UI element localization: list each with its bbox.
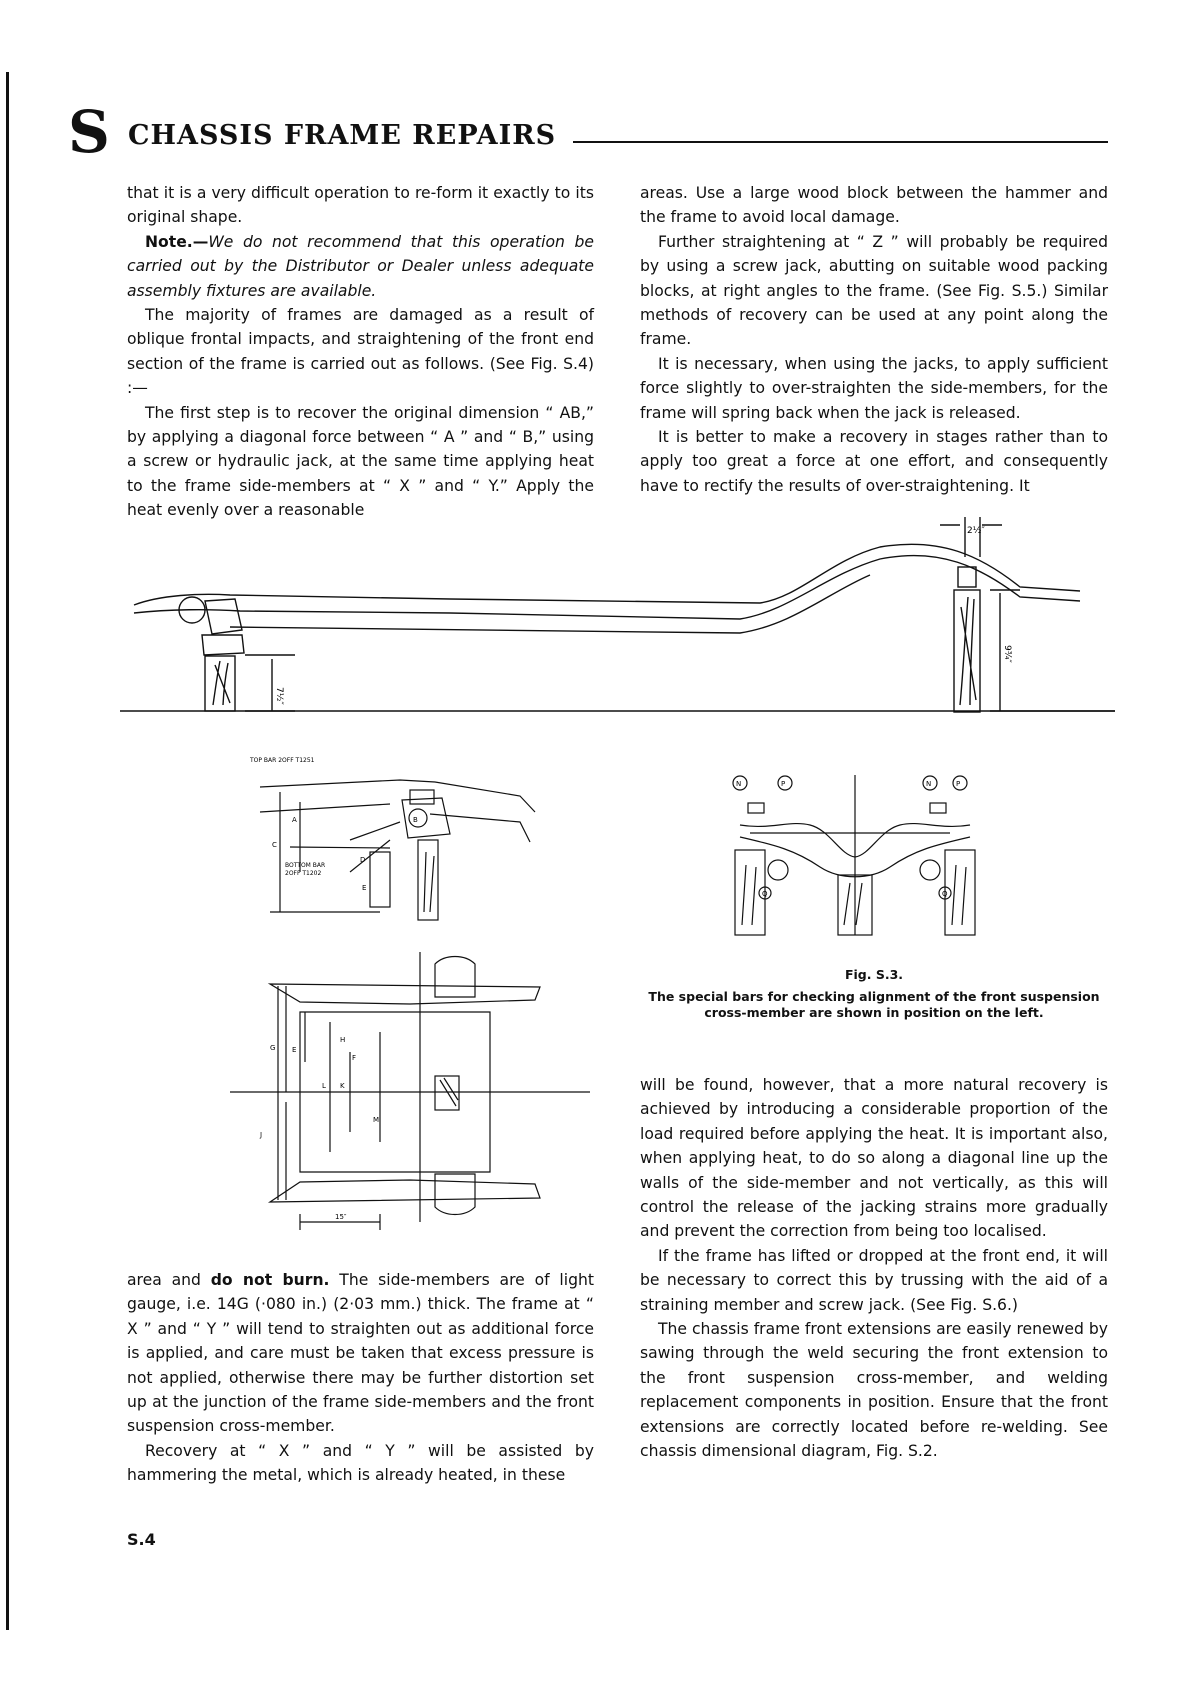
- figure-caption-text: The special bars for checking alignment of the front suspension cross-member are shown in position on the left.: [648, 989, 1100, 1020]
- paragraph: [127, 1268, 594, 1439]
- paragraph: Further straightening at “ Z ” will probably be required by using a screw jack, abutting on suitable wood packing blocks, at right angles to the frame. (See Fig. S.5.) Similar methods of recovery can be used at any point along the frame.: [640, 232, 1108, 349]
- paragraph: The chassis frame front extensions are easily renewed by sawing through the weld securing the front extension to the front suspension cross-member, and welding replacement components in position. Ensure that the front extensions are correctly located before re-welding. See chassis dimensional diagram, Fig. S.2.: [640, 1320, 1108, 1461]
- left-dimension-label: 7½″: [274, 687, 284, 705]
- note-text: We do not recommend that this operation be carried out by the Distributor or Dealer unless adequate assembly fixtures are available.: [127, 232, 594, 300]
- cross-member-diagram: [730, 775, 980, 950]
- letter-b: B: [413, 816, 418, 824]
- text-run: The side-members are of light gauge, i.e. 14G (·080 in.) (2·03 mm.) thick. The frame at “ X ” and “ Y ” will tend to straighten out as additional force is applied, and care must be taken that excess pressure is not applied, otherwise there may be further distortion set up at the junction of the frame side-members and the front suspension cross-member.: [127, 1271, 594, 1436]
- alignment-bars-diagram: [230, 752, 600, 924]
- top-dimension-label: 2½″: [967, 526, 985, 536]
- letter-m: M: [373, 1116, 380, 1124]
- paragraph: It is necessary, when using the jacks, to apply sufficient force slightly to over-straighten the side-members, for the frame will spring back when the jack is released.: [640, 354, 1108, 422]
- letter-f-top: F: [352, 1054, 357, 1062]
- letter-n-left: N: [736, 780, 742, 788]
- letter-l: L: [322, 1082, 326, 1090]
- plan-view-diagram: [230, 952, 590, 1232]
- bottom-bar-label: BOTTOM BAR: [285, 862, 326, 869]
- letter-d: D: [360, 856, 366, 864]
- letter-c: C: [272, 841, 277, 849]
- section-title: CHASSIS FRAME REPAIRS: [128, 120, 557, 151]
- letter-g-top: G: [270, 1044, 276, 1052]
- letter-k: K: [340, 1082, 345, 1090]
- page-number: S.4: [127, 1530, 156, 1549]
- header-rule: [573, 141, 1108, 143]
- letter-e: E: [362, 884, 367, 892]
- paragraph: The majority of frames are damaged as a result of oblique frontal impacts, and straightening of the front end section of the frame is carried out as follows. (See Fig. S.4) :—: [127, 306, 594, 398]
- letter-j: J: [260, 1131, 263, 1139]
- letter-n-right: N: [926, 780, 932, 788]
- text-run: area and: [127, 1271, 211, 1289]
- note-label: Note.—: [145, 232, 209, 251]
- left-column-top: [127, 181, 594, 523]
- figure-number: Fig. S.3.: [844, 967, 904, 982]
- right-dimension-label: 9¾″: [1002, 645, 1012, 663]
- letter-q-left: Q: [762, 890, 768, 898]
- left-column-bottom: [127, 1268, 594, 1488]
- letter-a: A: [292, 816, 297, 824]
- paragraph: will be found, however, that a more natural recovery is achieved by introducing a considerable proportion of the load required before applying the heat. It is important also, when applying heat, to do so along a diagonal line up the walls of the side-member and not vertically, as this will control the release of the jacking strains more gradually and prevent the correction from being too localised.: [640, 1076, 1108, 1241]
- frame-side-view-diagram: [120, 526, 1115, 725]
- emphasis-text: do not burn.: [210, 1271, 330, 1289]
- paragraph: If the frame has lifted or dropped at the front end, it will be necessary to correct this by trussing with the aid of a straining member and screw jack. (See Fig. S.6.): [640, 1246, 1108, 1314]
- right-column-bottom: [640, 1073, 1108, 1464]
- letter-p-right: P: [956, 780, 961, 788]
- letter-p-left: P: [781, 780, 786, 788]
- bottom-dimension-label: 15″: [335, 1213, 347, 1221]
- letter-q-right: Q: [942, 890, 948, 898]
- letter-e: E: [292, 1046, 297, 1054]
- letter-h-top: H: [340, 1036, 346, 1044]
- paragraph: Recovery at “ X ” and “ Y ” will be assisted by hammering the metal, which is already heated, in these: [127, 1441, 594, 1485]
- margin-rule: [6, 72, 9, 1630]
- figure-caption: [640, 967, 1108, 1021]
- bottom-bar-part-label: 2OFF T1202: [285, 870, 322, 877]
- note-paragraph: [127, 230, 594, 303]
- paragraph: that it is a very difficult operation to re-form it exactly to its original shape.: [127, 184, 594, 227]
- paragraph: It is better to make a recovery in stages rather than to apply too great a force at one effort, and consequently have to rectify the results of over-straightening. It: [640, 428, 1108, 495]
- top-bar-label: TOP BAR 2OFF T1251: [250, 757, 315, 764]
- right-column-top: [640, 181, 1108, 498]
- section-letter: S: [68, 98, 110, 166]
- page-header: [68, 100, 1108, 164]
- paragraph: areas. Use a large wood block between the hammer and the frame to avoid local damage.: [640, 184, 1108, 227]
- paragraph: The first step is to recover the original dimension “ AB,” by applying a diagonal force between “ A ” and “ B,” using a screw or hydraulic jack, at the same time applying heat to the frame side-members at “ X ” and “ Y.” Apply the heat evenly over a reasonable: [127, 403, 594, 520]
